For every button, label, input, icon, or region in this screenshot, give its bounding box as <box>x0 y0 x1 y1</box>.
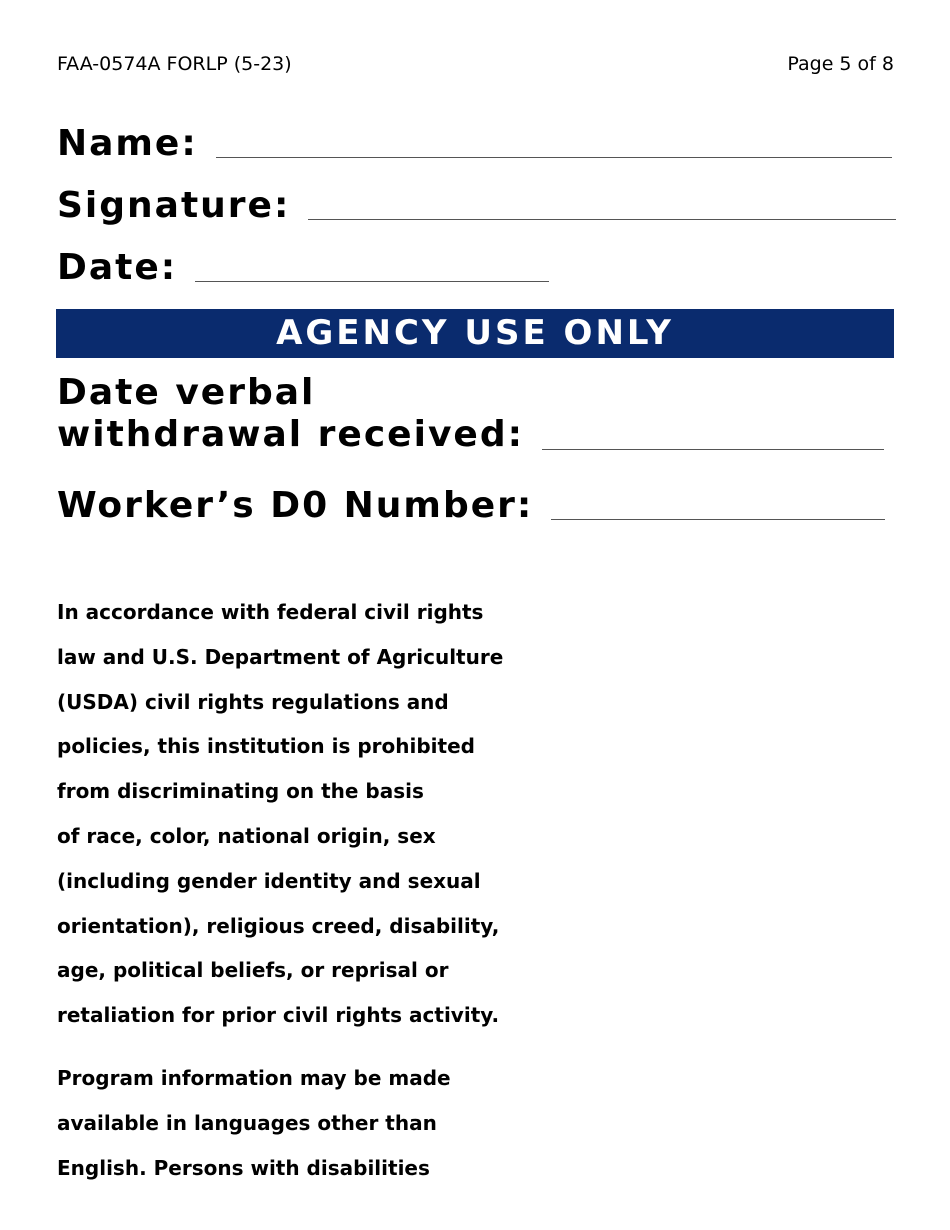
civil-rights-line: policies, this institution is prohibited <box>57 734 475 759</box>
civil-rights-line: age, political beliefs, or reprisal or <box>57 958 449 983</box>
agency-use-banner: AGENCY USE ONLY <box>56 309 894 358</box>
agency-fields <box>57 372 884 456</box>
signature-label: Signature: <box>57 185 291 226</box>
name-label: Name: <box>57 123 198 164</box>
civil-rights-line: of race, color, national origin, sex <box>57 823 436 848</box>
civil-rights-line: (USDA) civil rights regulations and <box>57 689 449 714</box>
name-field[interactable] <box>216 157 892 158</box>
civil-rights-line: orientation), religious creed, disability, <box>57 913 500 938</box>
form-id: FAA-0574A FORLP (5-23) <box>57 53 292 75</box>
name-row <box>57 124 892 164</box>
civil-rights-statement <box>57 590 897 1038</box>
verbal-withdrawal-label-line1: Date verbal <box>57 372 316 413</box>
date-label: Date: <box>57 247 178 288</box>
civil-rights-line: In accordance with federal civil rights <box>57 600 484 624</box>
worker-number-field[interactable] <box>551 519 885 520</box>
program-info-line: available in languages other than <box>57 1110 437 1135</box>
verbal-withdrawal-label-line2: withdrawal received: <box>57 414 524 455</box>
program-info-statement <box>57 1056 897 1190</box>
program-info-line: Program information may be made <box>57 1066 451 1090</box>
verbal-withdrawal-date-field[interactable] <box>542 449 884 450</box>
worker-number-label: Worker’s D0 Number: <box>57 485 534 526</box>
civil-rights-line: law and U.S. Department of Agriculture <box>57 644 504 669</box>
date-row <box>57 248 549 288</box>
signature-field[interactable] <box>308 219 896 220</box>
civil-rights-line: from discriminating on the basis <box>57 779 424 804</box>
civil-rights-line: retaliation for prior civil rights activity. <box>57 1003 500 1028</box>
page-number: Page 5 of 8 <box>787 53 894 75</box>
worker-number-row <box>57 486 885 526</box>
civil-rights-line: (including gender identity and sexual <box>57 868 481 893</box>
signature-row <box>57 186 896 226</box>
date-field[interactable] <box>195 281 549 282</box>
program-info-line: English. Persons with disabilities <box>57 1155 430 1180</box>
